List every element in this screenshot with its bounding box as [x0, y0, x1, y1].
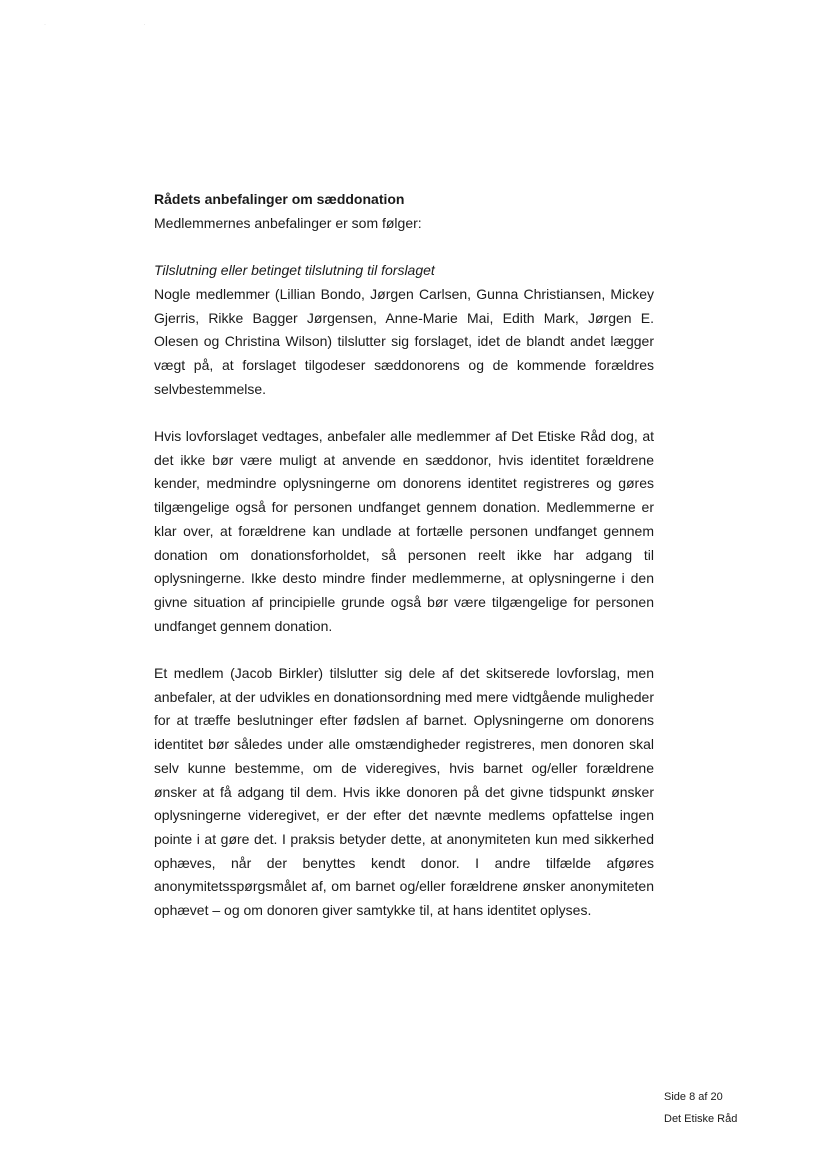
page-number: Side 8 af 20 — [664, 1091, 723, 1103]
paragraph-all-members: Hvis lovforslaget vedtages, anbefaler alle medlemmer af Det Etiske Råd dog, at det ikke bør være muligt at anvende en sæddonor, hvis identitet forældrene kender, medmindre oplysningerne om donorens identitet registreres og gøres tilgængelige også for personen undfanget gennem donation. Medlemmerne er klar over, at forældrene kan undlade at fortælle personen undfanget gennem donation om donationsforholdet, så personen reelt ikke har adgang til oplysningerne. Ikke desto mindre finder medlemmerne, at oplysningerne i den givne situation af principielle grunde også bør være tilgængelige for personen undfanget gennem donation. — [154, 428, 654, 634]
section-intro: Medlemmernes anbefalinger er som følger: — [154, 214, 422, 231]
page-footer — [664, 1086, 737, 1130]
subsection-title: Tilslutning eller betinget tilslutning til forslaget — [154, 262, 435, 279]
section-heading: Rådets anbefalinger om sæddonation — [154, 191, 405, 207]
paragraph-one-member: Et medlem (Jacob Birkler) tilslutter sig dele af det skitserede lovforslag, men anbefaler, at der udvikles en donationsordning med mere vidtgående muligheder for at træffe beslutninger efter fødslen af barnet. Oplysningerne om donorens identitet bør således under alle omstændigheder registreres, men donoren skal selv kunne bestemme, om de videregives, hvis barnet og/eller forældrene ønsker at få adgang til dem. Hvis ikke donoren på det givne tidspunkt ønsker oplysningerne videregivet, er der efter det nævnte medlems opfattelse ingen pointe i at gøre det. I praksis betyder dette, at anonymiteten kun med sikkerhed ophæves, når der benyttes kendt donor. I andre tilfælde afgøres anonymitetsspørgsmålet af, om barnet og/eller forældrene ønsker anonymiteten ophævet – og om donoren giver samtykke til, at hans identitet oplyses. — [154, 665, 654, 919]
footer-organization: Det Etiske Råd — [664, 1113, 738, 1125]
paragraph-support: Nogle medlemmer (Lillian Bondo, Jørgen Carlsen, Gunna Christiansen, Mickey Gjerris, Rikke Bagger Jørgensen, Anne-Marie Mai, Edith Mark, Jørgen E. Olesen og Christina Wilson) tilslutter sig forslaget, idet de blandt andet lægger vægt på, at forslaget tilgodeser sæddonorens og de kommende forældres selvbestemmelse. — [154, 285, 654, 397]
scan-specks: · · — [44, 22, 194, 28]
document-body — [154, 188, 654, 923]
